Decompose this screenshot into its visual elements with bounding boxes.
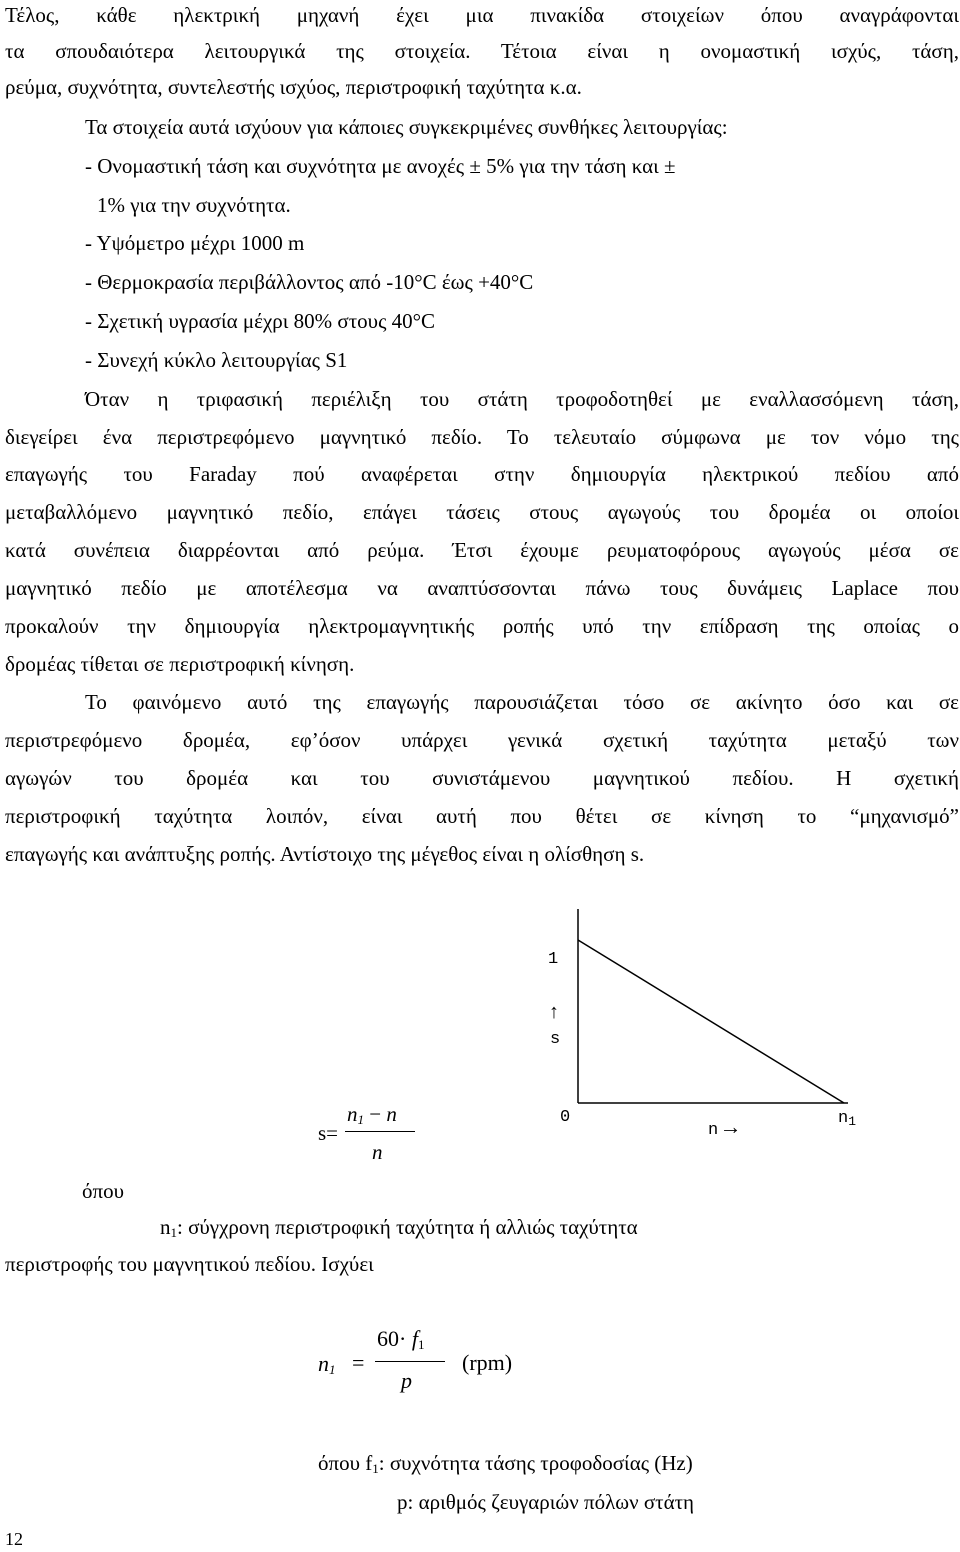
condition-item-1: - Ονομαστική τάση και συχνότητα με ανοχές ± 5% για την τάση και ± (85, 154, 676, 178)
condition-item-1-cont: 1% για την συχνότητα. (97, 193, 291, 217)
para1-line-1: Όταν η τριφασική περιέλιξη του στάτη τροφοδοτηθεί με εναλλασσόμενη τάση, (85, 387, 959, 411)
n1-formula-f1-sub: 1 (417, 1337, 425, 1352)
para1-line-8: δρομέας τίθεται σε περιστροφική κίνηση. (5, 652, 355, 676)
y-top-label: 1 (548, 950, 559, 969)
condition-item-3: - Θερμοκρασία περιβάλλοντος από -10°C έως +40°C (85, 270, 534, 294)
condition-item-5: - Συνεχή κύκλο λειτουργίας S1 (85, 348, 348, 372)
para1-line-6: μαγνητικό πεδίο με αποτέλεσμα να αναπτύσσονται πάνω τους δυνάμεις Laplace που (5, 576, 959, 600)
x-arrow-icon: → (724, 1116, 738, 1141)
n1-formula-fraction-bar (375, 1361, 445, 1362)
slip-formula-lhs: s= (318, 1121, 339, 1145)
legend-p: p: αριθμός ζευγαριών πόλων στάτη (397, 1490, 695, 1514)
para1-line-5: κατά συνέπεια διαρρέονται από ρεύμα. Έτσι έχουμε ρευματοφόρους αγωγούς μέσα σε (5, 538, 959, 562)
page-number: 12 (5, 1529, 23, 1549)
intro-line-2: τα σπουδαιότερα λειτουργικά της στοιχεία. Τέτοια είναι η ονομαστική ισχύς, τάση, (5, 39, 959, 63)
condition-item-4: - Σχετική υγρασία μέχρι 80% στους 40°C (85, 309, 436, 333)
n1-formula-lhs-sub: 1 (329, 1362, 336, 1377)
n1-definition-cont: περιστροφής του μαγνητικού πεδίου. Ισχύει (5, 1252, 374, 1276)
para1-line-4: μεταβαλλόμενο μαγνητικό πεδίο, επάγει τάσεις στους αγωγούς του δρομέα οι οποίοι (5, 500, 959, 524)
intro-line-3: ρεύμα, συχνότητα, συντελεστής ισχύος, περιστροφική ταχύτητα κ.α. (5, 75, 582, 99)
slip-line (578, 940, 844, 1103)
origin-label: 0 (560, 1108, 571, 1127)
slip-formula-fraction-bar (345, 1131, 415, 1132)
slip-diagram-svg (530, 905, 880, 1155)
legend-f1: όπου $f_1$: συχνότητα τάσης τροφοδοσίας (Hz) (318, 1451, 693, 1476)
para2-line-1: Το φαινόμενο αυτό της επαγωγής παρουσιάζεται τόσο σε ακίνητο όσο και σε (85, 690, 959, 714)
n1-def-subscript: 1 (170, 1225, 177, 1240)
para1-line-7: προκαλούν την δημιουργία ηλεκτρομαγνητικής ροπής υπό την επίδραση της οποίας ο (5, 614, 959, 638)
x-end-label: $n_1$ (838, 1109, 857, 1129)
y-axis-label: s (550, 1030, 561, 1049)
para1-line-2: διεγείρει ένα περιστρεφόμενο μαγνητικό πεδίο. Το τελευταίο σύμφωνα με τον νόμο της (5, 425, 959, 449)
n1-formula-lhs: $n_1$ (318, 1351, 336, 1377)
y-arrow-icon: ↑ (548, 1002, 561, 1025)
x-axis-label: n (708, 1121, 719, 1140)
para2-line-5: επαγωγής και ανάπτυξης ροπής. Αντίστοιχο της μέγεθος είναι η ολίσθηση s. (5, 842, 645, 866)
n1-formula-denominator: p (401, 1368, 412, 1393)
para2-line-3: αγωγών του δρομέα και του συνιστάμενου μαγνητικού πεδίου. Η σχετική (5, 766, 959, 790)
para1-line-3: επαγωγής του Faraday πού αναφέρεται στην δημιουργία ηλεκτρικού πεδίου από (5, 462, 959, 486)
n1-formula-numerator: $60\cdot f_1$ (377, 1326, 425, 1352)
n1-definition: $n_1$: σύγχρονη περιστροφική ταχύτητα ή αλλιώς ταχύτητα (160, 1215, 638, 1240)
slip-formula-numerator: $n_1 - n$ (347, 1102, 397, 1127)
condition-item-2: - Υψόμετρο μέχρι 1000 m (85, 231, 305, 255)
intro-line-1: Τέλος, κάθε ηλεκτρική μηχανή έχει μια πινακίδα στοιχείων όπου αναγράφονται (5, 3, 959, 27)
para2-line-2: περιστρεφόμενο δρομέα, εφ’όσον υπάρχει γενικά σχετική ταχύτητα μεταξύ των (5, 728, 959, 752)
n1-formula-equals: = (352, 1350, 365, 1375)
x-end-subscript: 1 (848, 1114, 857, 1129)
slip-diagram (530, 905, 880, 1160)
conditions-heading: Τα στοιχεία αυτά ισχύουν για κάποιες συγκεκριμένες συνθήκες λειτουργίας: (85, 115, 728, 139)
slip-formula-n1-sub: 1 (357, 1112, 364, 1127)
legend-f1-sub: 1 (372, 1461, 379, 1476)
slip-formula-denominator: n (372, 1140, 383, 1164)
where-label: όπου (82, 1179, 124, 1203)
n1-formula-unit: (rpm) (462, 1350, 513, 1375)
para2-line-4: περιστροφική ταχύτητα λοιπόν, είναι αυτή που θέτει σε κίνηση το “μηχανισμό” (5, 804, 959, 828)
